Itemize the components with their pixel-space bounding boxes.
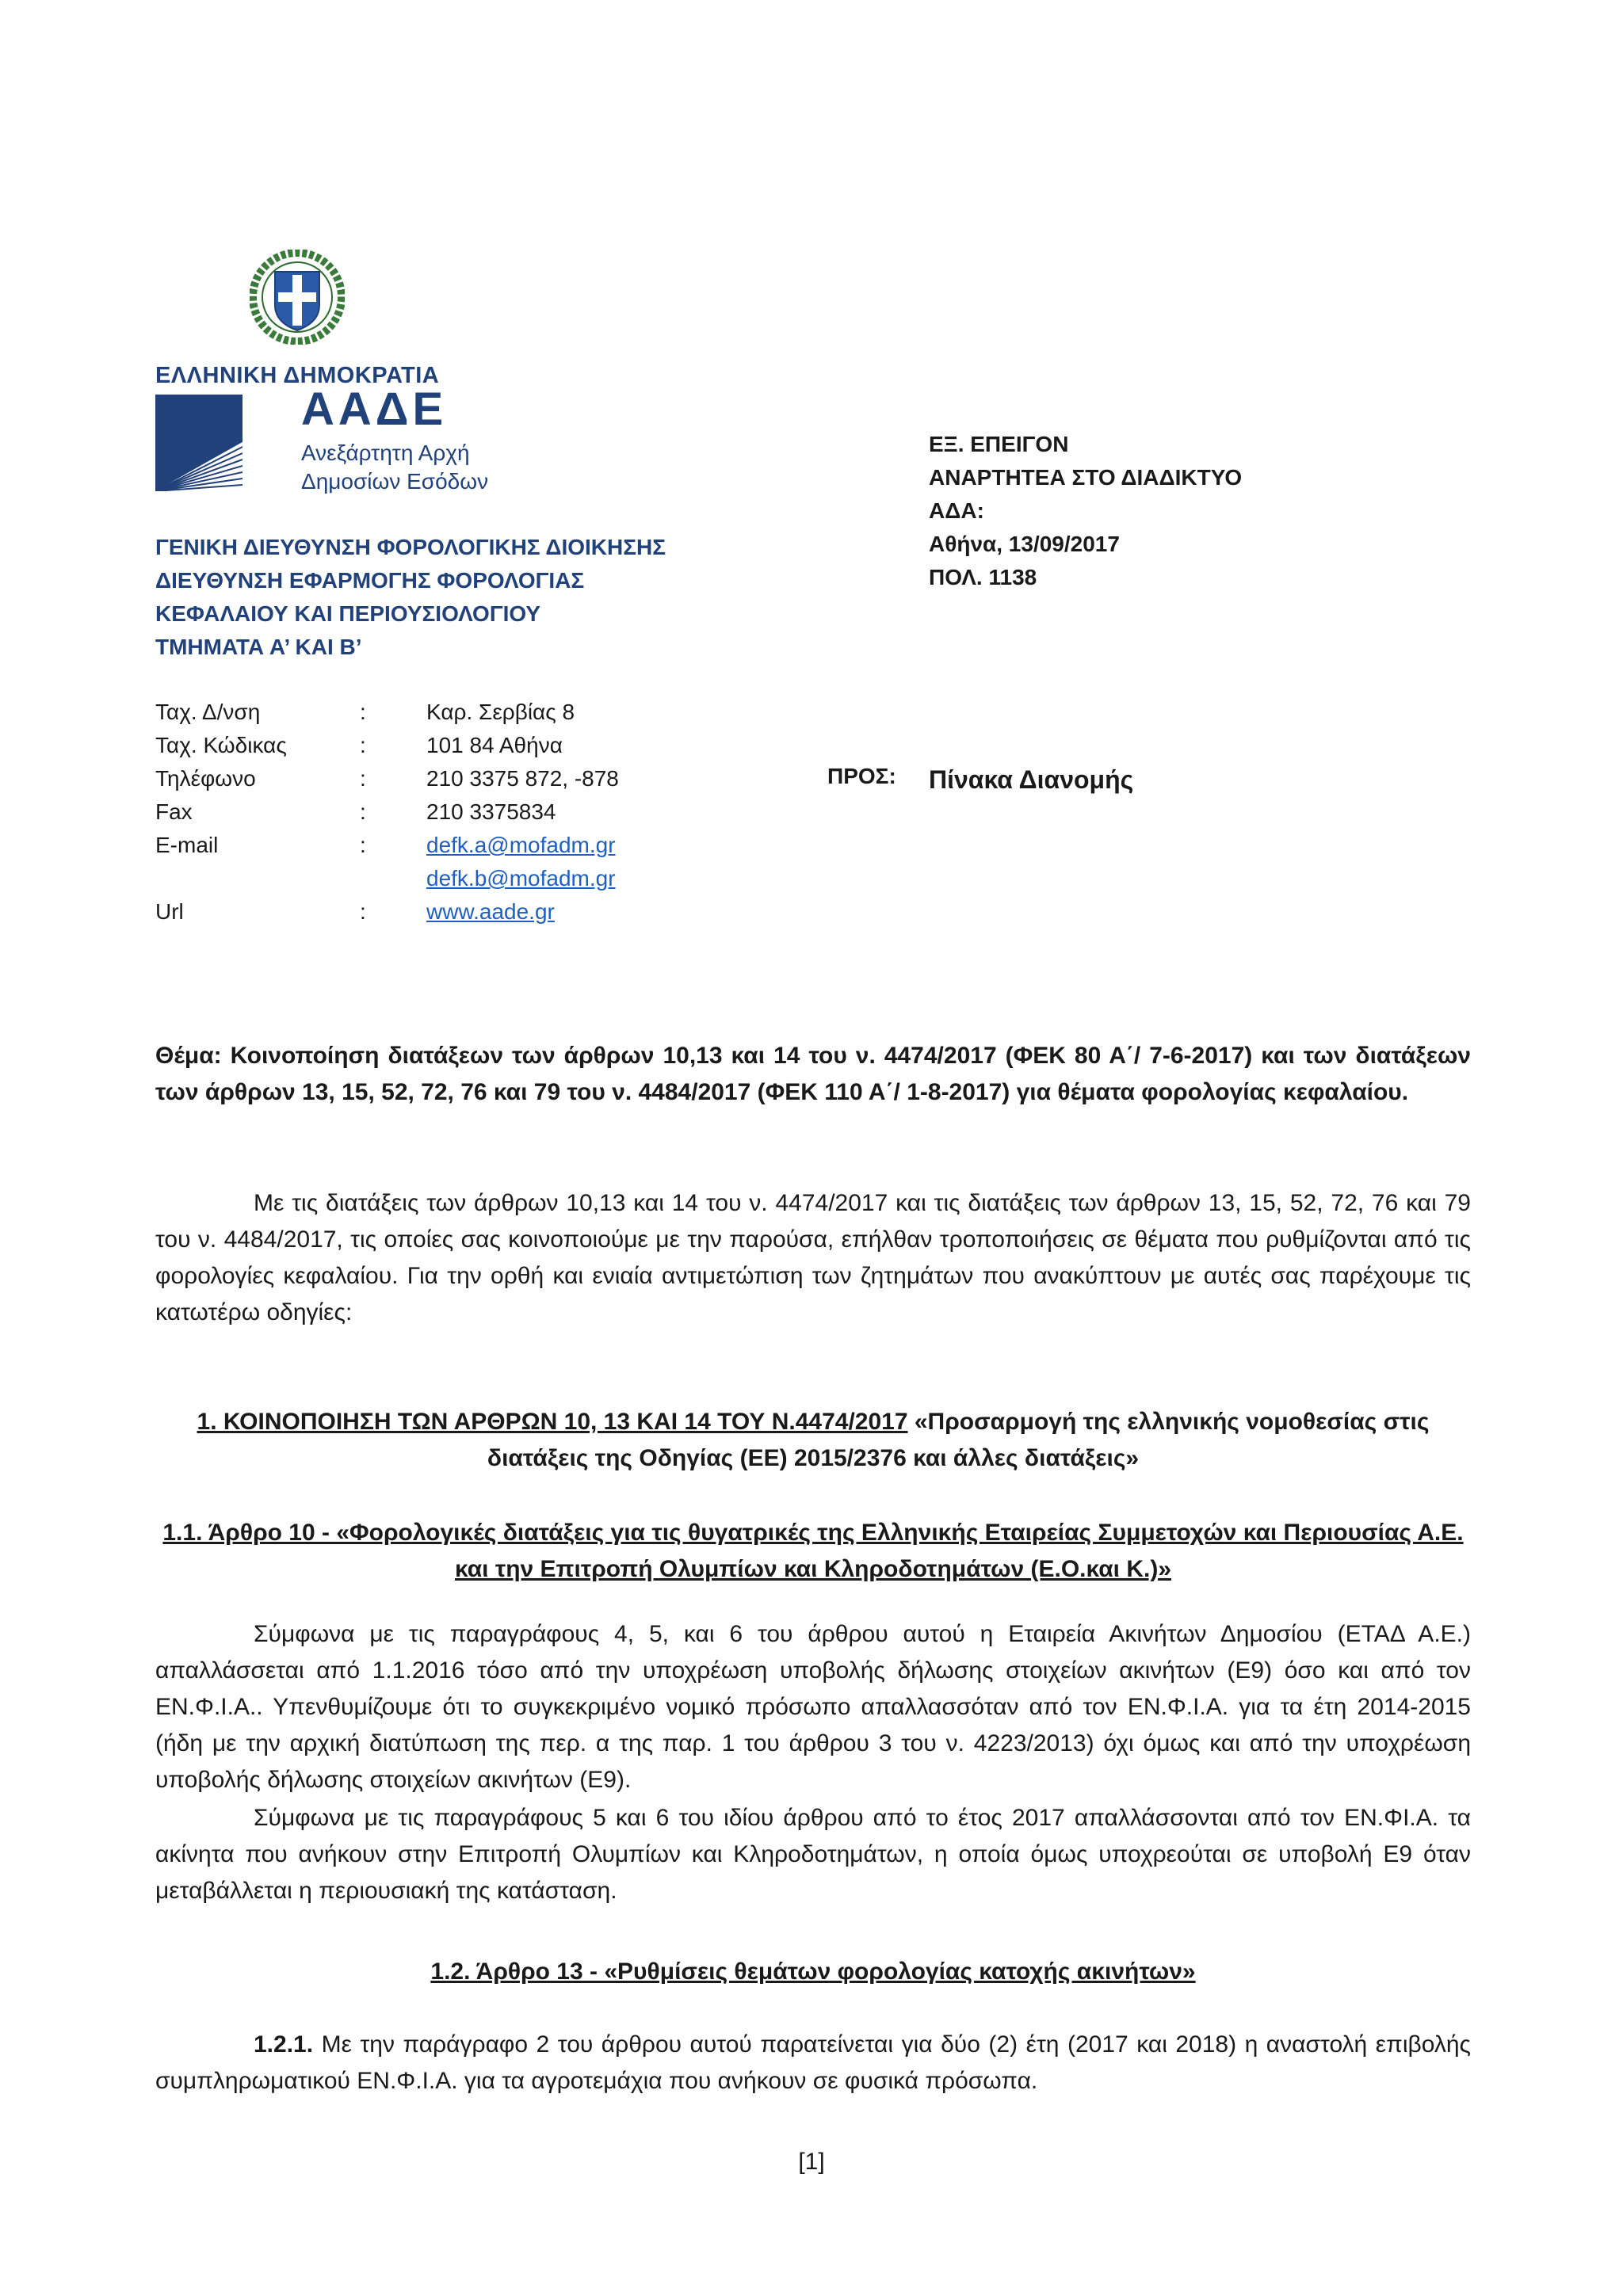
document-date: Αθήνα, 13/09/2017 [929, 532, 1120, 556]
fax-value: 210 3375834 [426, 799, 556, 824]
section-1-2-1-paragraph [155, 2027, 1471, 2100]
address-value: Καρ. Σερβίας 8 [426, 700, 575, 724]
colon: : [360, 733, 366, 757]
department-line: ΤΜΗΜΑΤΑ Α’ ΚΑΙ Β’ [155, 635, 362, 659]
paragraph-text: Με την παράγραφο 2 του άρθρου αυτού παρατείνεται για δύο (2) έτη (2017 και 2018) η αναστολή επιβολής συμπληρωματικού ΕΝ.Φ.Ι.Α. για τα αγροτεμάχια που ανήκουν σε φυσικά πρόσωπα. [155, 2031, 1471, 2094]
section-1-title-rest: «Προσαρμογή της ελληνικής νομοθεσίας στις διατάξεις της Οδηγίας (ΕΕ) 2015/2376 και άλλες διατάξεις» [487, 1409, 1430, 1471]
org-full-name-line2: Δημοσίων Εσόδων [301, 469, 489, 494]
recipient-label: ΠΡΟΣ: [827, 764, 896, 788]
org-full-name-line1: Ανεξάρτητη Αρχή [301, 441, 470, 465]
pol-number: ΠΟΛ. 1138 [929, 565, 1037, 589]
urgency-label: ΕΞ. ΕΠΕΙΓΟΝ [929, 432, 1069, 456]
page-number: [1] [798, 2149, 825, 2175]
email-link-b[interactable]: defk.b@mofadm.gr [426, 866, 616, 891]
recipient-value: Πίνακα Διανομής [929, 765, 1134, 794]
url-label: Url [155, 899, 184, 924]
section-1-title-underlined: 1. ΚΟΙΝΟΠΟΙΗΣΗ ΤΩΝ ΑΡΘΡΩΝ 10, 13 ΚΑΙ 14 ΤΟΥ Ν.4474/2017 [197, 1409, 908, 1435]
postcode-value: 101 84 Αθήνα [426, 733, 563, 757]
org-short-name: ΑΑΔΕ [301, 383, 448, 435]
colon: : [360, 799, 366, 824]
department-block [155, 531, 666, 664]
department-line: ΚΕΦΑΛΑΙΟΥ ΚΑΙ ΠΕΡΙΟΥΣΙΟΛΟΓΙΟΥ [155, 601, 541, 626]
colon: : [360, 833, 366, 857]
colon: : [360, 899, 366, 924]
colon: : [360, 700, 366, 724]
department-line: ΓΕΝΙΚΗ ΔΙΕΥΘΥΝΣΗ ΦΟΡΟΛΟΓΙΚΗΣ ΔΙΟΙΚΗΣΗΣ [155, 535, 666, 559]
department-line: ΔΙΕΥΘΥΝΣΗ ΕΦΑΡΜΟΓΗΣ ΦΟΡΟΛΟΓΙΑΣ [155, 568, 585, 593]
email-label: E-mail [155, 833, 219, 857]
section-1-1-heading: 1.1. Άρθρο 10 - «Φορολογικές διατάξεις για τις θυγατρικές της Ελληνικής Εταιρείας Συμμετοχών και Περιουσίας Α.Ε. και την Επιτροπή Ολυμπίων και Κληροδοτημάτων (Ε.Ο.και Κ.)» [162, 1520, 1464, 1582]
subject-paragraph: Θέμα: Κοινοποίηση διατάξεων των άρθρων 10,13 και 14 του ν. 4474/2017 (ΦΕΚ 80 Α΄/ 7-6-2017) και των διατάξεων των άρθρων 13, 15, 52, 72, 76 και 79 του ν. 4484/2017 (ΦΕΚ 110 Α΄/ 1-8-2017) για θέματα φορολογίας κεφαλαίου. [155, 1043, 1471, 1105]
publish-label: ΑΝΑΡΤΗΤΕΑ ΣΤΟ ΔΙΑΔΙΚΤΥΟ [929, 465, 1243, 490]
section-1-1-paragraph-1: Σύμφωνα με τις παραγράφους 4, 5, και 6 του άρθρου αυτού η Εταιρεία Ακινήτων Δημοσίου (ΕΤΑΔ Α.Ε.) απαλλάσσεται από 1.1.2016 τόσο από την υποχρέωση υποβολής δήλωσης στοιχείων ακινήτων (Ε9) όσο και από τον ΕΝ.Φ.Ι.Α.. Υπενθυμίζουμε ότι το συγκεκριμένο νομικό πρόσωπο απαλλασσόταν από τον ΕΝ.Φ.Ι.Α. για τα έτη 2014-2015 (ήδη με την αρχική διατύπωση της περ. α της παρ. 1 του άρθρου 3 του ν. 4223/2013) όχι όμως και από την υποχρέωση υποβολής δήλωσης στοιχείων ακινήτων (Ε9). [155, 1621, 1471, 1793]
republic-name: ΕΛΛΗΝΙΚΗ ΔΗΜΟΚΡΑΤΙΑ [155, 363, 440, 388]
section-1-1-paragraph-2: Σύμφωνα με τις παραγράφους 5 και 6 του ιδίου άρθρου από το έτος 2017 απαλλάσσονται από τον ΕΝ.ΦΙ.Α. τα ακίνητα που ανήκουν στην Επιτροπή Ολυμπίων και Κληροδοτημάτων, η οποία όμως υποχρεούται σε υποβολή Ε9 όταν μεταβάλλεται η περιουσιακή της κατάσταση. [155, 1805, 1471, 1904]
intro-paragraph: Με τις διατάξεις των άρθρων 10,13 και 14 του ν. 4474/2017 και τις διατάξεις των άρθρων 13, 15, 52, 72, 76 και 79 του ν. 4484/2017, τις οποίες σας κοινοποιούμε με την παρούσα, επήλθαν τροποποιήσεις σε θέματα που ρυθμίζονται από τις φορολογίες κεφαλαίου. Για την ορθή και ενιαία αντιμετώπιση των ζητημάτων που ανακύπτουν με αυτές σας παρέχουμε τις κατωτέρω οδηγίες: [155, 1190, 1471, 1325]
website-link[interactable]: www.aade.gr [426, 899, 555, 924]
phone-value: 210 3375 872, -878 [426, 766, 619, 791]
email-link-a[interactable]: defk.a@mofadm.gr [426, 833, 616, 857]
aade-logo-icon [155, 395, 242, 491]
postcode-label: Ταχ. Κώδικας [155, 733, 287, 757]
ada-label: ΑΔΑ: [929, 498, 984, 523]
section-1-heading [155, 1404, 1471, 1477]
colon: : [360, 766, 366, 791]
fax-label: Fax [155, 799, 193, 824]
paragraph-number: 1.2.1. [254, 2031, 314, 2058]
phone-label: Τηλέφωνο [155, 766, 256, 791]
address-label: Ταχ. Δ/νση [155, 700, 261, 724]
greek-coat-of-arms-icon [250, 250, 345, 345]
document-meta [929, 428, 1242, 594]
section-1-2-heading: 1.2. Άρθρο 13 - «Ρυθμίσεις θεμάτων φορολογίας κατοχής ακινήτων» [430, 1958, 1196, 1985]
